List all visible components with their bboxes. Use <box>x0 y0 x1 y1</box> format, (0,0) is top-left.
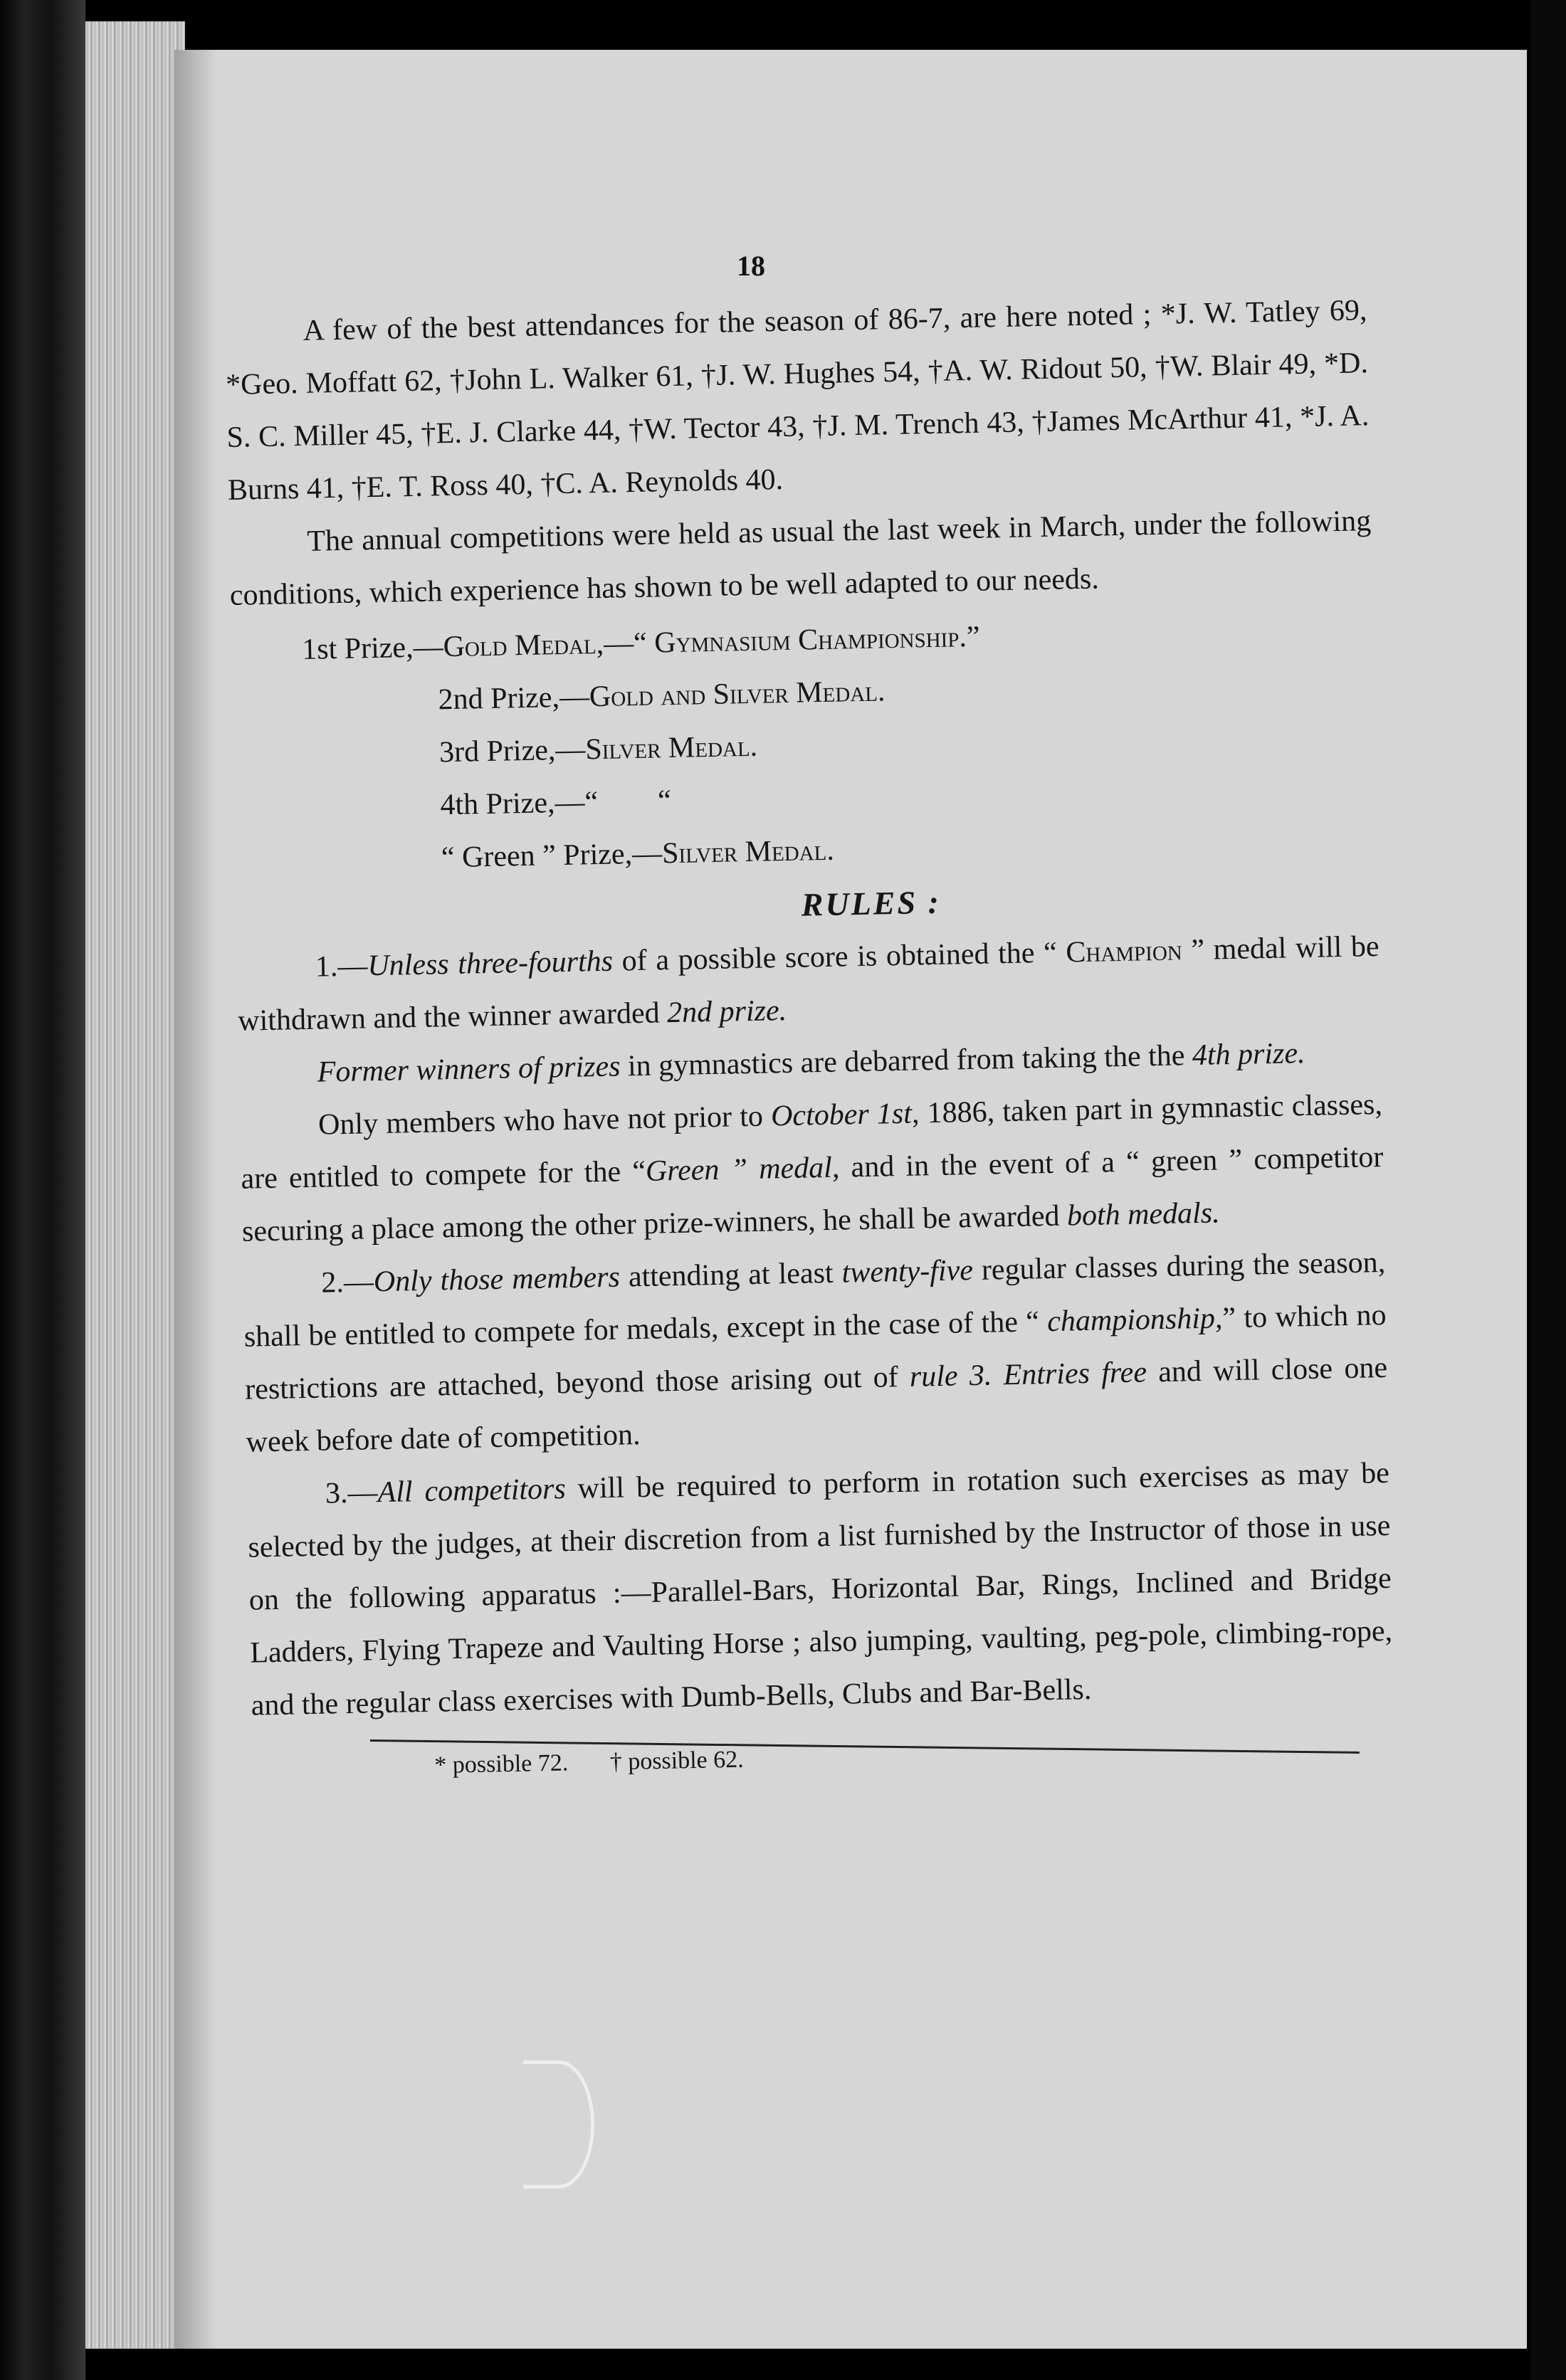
rule-text: , 1886, taken part in gymnastic classes, are entitled to compete for the “ <box>241 1088 1383 1196</box>
prize-award: Gold Medal,—“ Gymnasium Championship.” <box>443 620 980 664</box>
both-medals-text: both medals. <box>1066 1196 1221 1233</box>
rule-3 <box>246 1447 1394 1732</box>
rule-text <box>992 1359 1004 1391</box>
rule-text: , and in the event of a “ green ” competitor securing a place among the other prize-winners, he shall be awarded <box>241 1140 1384 1248</box>
prize-award: Silver Medal. <box>661 833 835 870</box>
prize-list <box>231 603 1378 888</box>
page-edges <box>85 21 185 2349</box>
prize-label: 2nd Prize,— <box>438 680 590 717</box>
rule-number: 2.— <box>320 1265 374 1300</box>
prize-label: 1st Prize,— <box>301 631 444 666</box>
rule-text: will be required to perform in rotation such exercises as may be selected by the judges, at their discretion from a list furnished by the Instructor of those in use on the following apparatus :—Parallel-Bars, Horizontal Bar, Rings, Inclined and Bridge Ladders, Flying Trapeze and Vaulting Horse ; also jumping, vaulting, peg-pole, climbing-rope, and the regular class exercises with Dumb-Bells, Clubs and Bar-Bells. <box>248 1456 1393 1722</box>
rule-number: 1.— <box>315 949 368 984</box>
rule-number: 3.— <box>325 1476 378 1510</box>
prize-award: “ “ <box>584 784 672 819</box>
championship-text: championship, <box>1046 1302 1223 1339</box>
page-number: 18 <box>737 250 765 282</box>
rule-end: 4th prize. <box>1192 1037 1305 1073</box>
rules-heading: RULES : <box>801 883 942 923</box>
page-mark <box>523 2060 594 2189</box>
rule-end: 2nd prize. <box>666 994 787 1030</box>
rule-lead: Only those members <box>373 1260 621 1299</box>
rule-text: regular classes during the season, shall be entitled to compete for medals, except in the case of the “ <box>243 1246 1386 1354</box>
attendance-paragraph: A few of the best attendances for the season of 86-7, are here noted ; *J. W. Tatley 69, *Geo. Moffatt 62, †John L. Walker 61, †J. W. Hughes 54, †A. W. Ridout 50, †W. Blair 49, *D. S. C. Miller 45, †E. J. Clarke 44, †W. Tector 43, †J. M. Trench 43, †James McArthur 41, *J. A. Burns 41, †E. T. Ross 40, †C. A. Reynolds 40. <box>225 294 1370 507</box>
only-members-paragraph <box>239 1078 1384 1258</box>
prize-award: Gold and Silver Medal. <box>589 675 886 714</box>
rule-text: and will close one week before date of competition. <box>246 1351 1388 1459</box>
page-text <box>224 284 1394 1732</box>
prize-award: Silver Medal. <box>584 730 758 767</box>
competitions-paragraph: The annual competitions were held as usual the last week in March, under the following conditions, which experience has shown to be well adapted to our needs. <box>229 505 1372 612</box>
rule-text: of a possible score is obtained the “ <box>612 936 1066 978</box>
date-text: October 1st <box>770 1097 913 1133</box>
rule-text: ” medal will be withdrawn and the winner awarded <box>237 930 1380 1038</box>
green-medal-text: Green ” medal <box>645 1151 833 1188</box>
book-spine <box>0 0 85 2380</box>
rule-lead: Unless three-fourths <box>367 944 614 983</box>
rule-text: in gymnastics are debarred from taking the the <box>620 1039 1193 1083</box>
rule-text: Only members who have not prior to <box>317 1100 772 1142</box>
rule-text: ” to which no restrictions are attached, beyond those arising out of <box>244 1298 1387 1406</box>
champion-word: Champion <box>1065 934 1183 969</box>
footnote-possible-62: † possible 62. <box>609 1746 745 1776</box>
rule-text: attending at least <box>619 1256 843 1294</box>
scan-border <box>1530 0 1566 2380</box>
twenty-five-text: twenty-five <box>841 1254 974 1290</box>
prize-label: 4th Prize,— <box>440 786 585 822</box>
entries-free-text: Entries free <box>1003 1356 1147 1392</box>
rule-2 <box>243 1236 1389 1469</box>
prize-label: “ Green ” Prize,— <box>441 837 663 875</box>
rule-lead: All competitors <box>377 1473 567 1510</box>
rule-lead: Former winners of prizes <box>317 1050 621 1089</box>
prize-label: 3rd Prize,— <box>438 733 586 769</box>
footnote-possible-72: * possible 72. <box>434 1749 569 1779</box>
gutter-shadow <box>174 50 217 2349</box>
rule-reference: rule 3. <box>909 1359 992 1394</box>
